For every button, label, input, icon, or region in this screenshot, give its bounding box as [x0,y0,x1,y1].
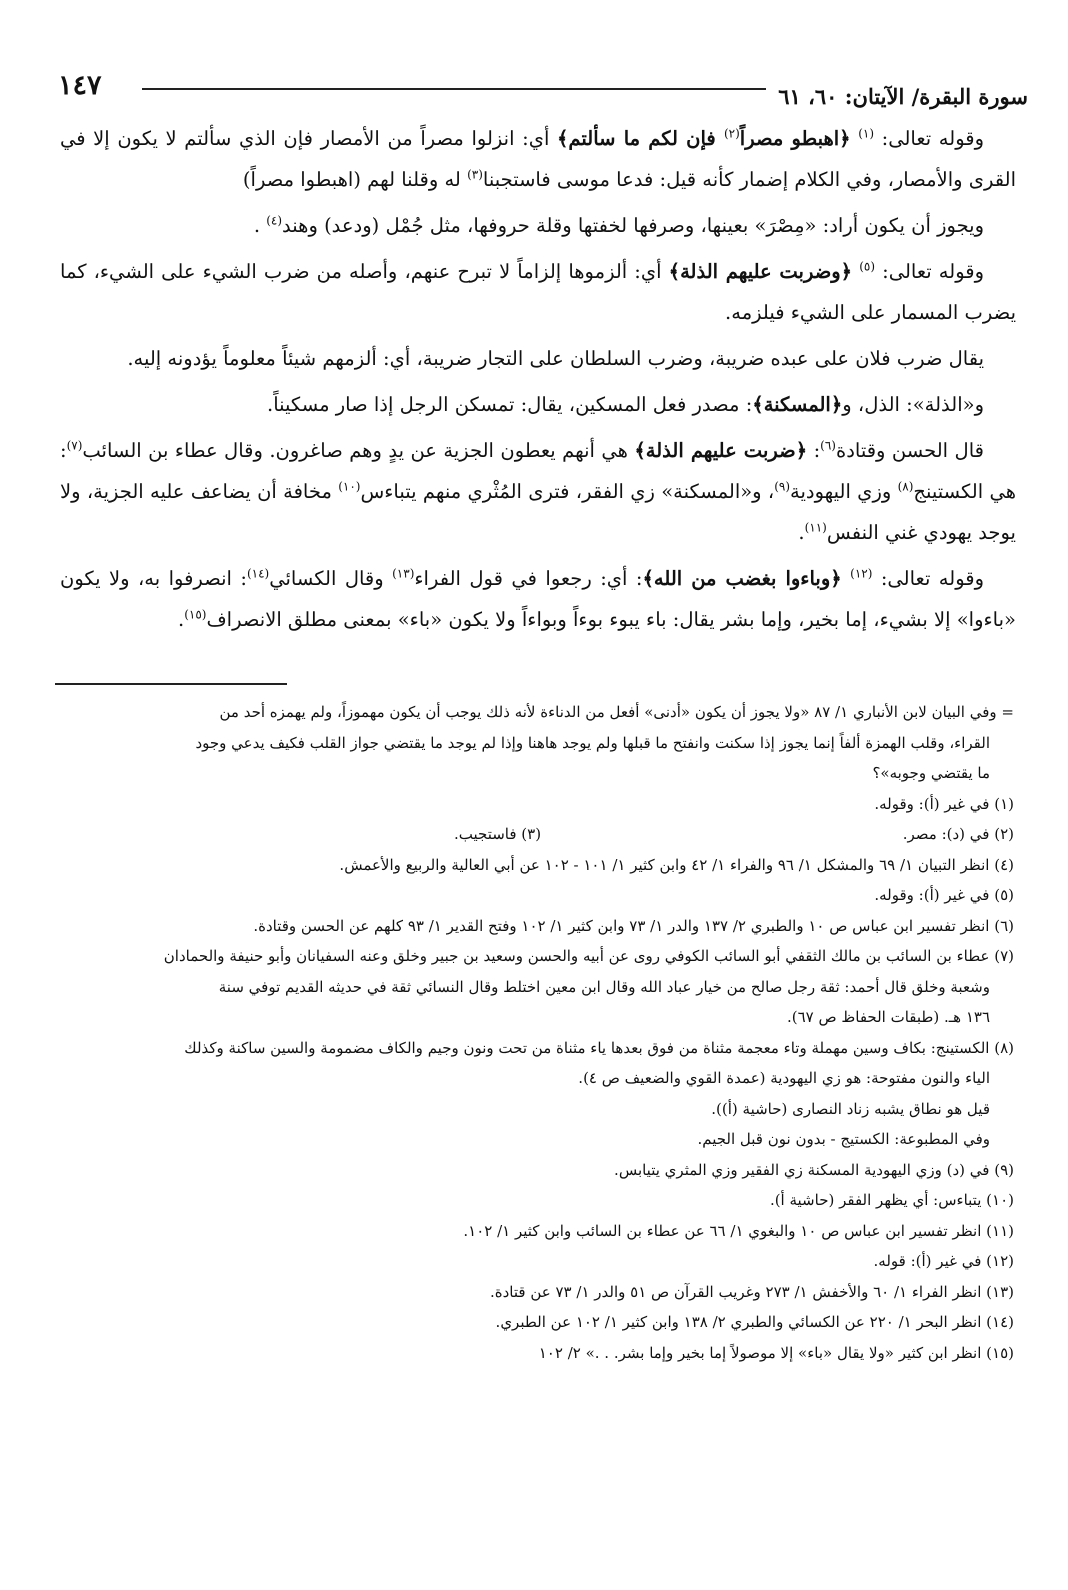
quran-quote: ﴿ضربت عليهم الذلة﴾ [634,439,808,462]
text-run [842,567,850,590]
text-run: : مصدر فعل المسكين، يقال: تمسكن الرجل إذا صار مسكيناً. [267,393,753,416]
footnote-13: (١٣) انظر الفراء ١/ ٦٠ والأخفش ١/ ٢٧٣ وغريب القرآن ص ٥١ والدر ١/ ٧٣ عن قتادة. [490,1282,1014,1301]
footnote-ref: (٥) [859,259,876,274]
text-run: : [807,439,821,462]
quran-quote: فإن لكم ما سألتم﴾ [557,127,724,150]
quran-quote: ﴿المسكنة﴾ [752,393,843,416]
footnote-ref: (٣) [467,167,483,182]
footnote-15: (١٥) انظر ابن كثير «ولا يقال «باء» إلا موصولاً إما بخير وإما بشر. . .» ٢/ ١٠٢ [538,1343,1014,1362]
footnote-1: (١) في غير (أ): وقوله. [874,794,1014,813]
text-run: أي: ألزموها إلزاماً لا تبرح عنهم، وأصله من ضرب الشيء على الشيء، كما يضرب المسمار على الشيء فيلزمه. [60,260,1016,324]
footnote-pair [54,819,1014,850]
footnotes [54,697,1014,1368]
text-run: هي أنهم يعطون الجزية عن يدٍ وهم صاغرون. وقال عطاء بن السائب [82,439,635,462]
text-run: : انصرفوا به، ولا يكون «باءوا» إلا بشيء، إما بخير، وإما بشر يقال: باء يبوء بوءاً وبواءاً ولا يكون «باء» بمعنى مطلق الانصراف [60,567,1016,631]
text-run: : أي: رجعوا في قول الفراء [414,567,643,590]
text-run: ، و«المسكنة» زي الفقر، فترى المُثْري منهم يتباءس [360,480,775,503]
text-run: أي: انزلوا مصراً من الأمصار فإن الذي سألتم لا يكون إلا في القرى والأمصار، وفي الكلام إضمار كأنه قيل: فدعا موسى فاستجبنا [60,127,1016,191]
footnote-10: (١٠) يتباءس: أي يظهر الفقر (حاشية أ). [769,1191,1014,1209]
footnote-ref: (٧) [66,438,83,453]
footnote-ref: (٨) [897,479,914,494]
text-run: مخافة أن يضاعف عليه الجزية، ولا يوجد يهودي غني النفس [60,480,1016,544]
footnote-separator [55,683,287,685]
footnote-5: (٥) في غير (أ): وقوله. [874,886,1014,904]
footnote-4: (٤) انظر التبيان ١/ ٦٩ والمشكل ١/ ٩٦ والفراء ١/ ٤٢ وابن كثير ١/ ١٠١ - ١٠٢ عن أبي العالية والربيع والأعمش. [339,855,1014,874]
text-run: ويجوز أن يكون أراد: «مِصْرَ» بعينها، وصرفها لخفتها وقلة حروفها، مثل جُمْل (ودعد) وهند [282,214,984,237]
footnote-ref: (٢) [723,126,740,141]
footnote-line: وشعبة وخلق قال أحمد: ثقة رجل صالح من خيار عباد الله وقال ابن معين اختلط وقال النسائي ثقة في حديثه القديم توفي سنة [218,977,990,996]
paragraph-1 [60,118,1016,200]
footnote-continuation [54,697,1014,789]
text-run: له وقلنا لهم (اهبطوا مصراً) [242,168,468,191]
footnote-line: الياء والنون مفتوحة: هو زي اليهودية (عمدة القوي والضعيف ص ٤). [578,1069,990,1087]
footnote-6: (٦) انظر تفسير ابن عباس ص ١٠ والطبري ٢/ ١٣٧ والدر ١/ ٧٣ وابن كثير ١/ ١٠٢ وفتح القدير ١/ ٩٣ كلهم عن الحسن وقتادة. [253,916,1014,935]
text-run: و«الذلة»: الذل، و [842,393,984,416]
footnote-ref: (١) [858,126,875,141]
page-header [58,70,1028,110]
text-run: . [253,214,267,237]
footnote-ref: (٩) [774,479,791,494]
footnote-ref: (٤) [266,213,283,228]
paragraph-2 [60,205,1016,246]
footnote-7 [54,941,1014,1033]
footnote-ref: (١٣) [392,566,415,581]
footnote-12: (١٢) في غير (أ): قوله. [873,1252,1014,1270]
text-run: يقال ضرب فلان على عبده ضريبة، وضرب السلطان على التجار ضريبة، أي: ألزمهم شيئاً معلوماً يؤدونه إليه. [127,347,984,370]
paragraph-7 [60,558,1016,640]
text-run: وقال الكسائي [269,567,393,590]
footnote-ref: (١٤) [246,566,270,581]
footnote-ref: (١٥) [184,607,207,622]
footnote-line: وفي المطبوعة: الكستيج - بدون نون قبل الجيم. [697,1130,990,1148]
quran-quote: ﴿وضربت عليهم الذلة﴾ [668,260,853,283]
footnote-line: (٨) الكستينج: بكاف وسين مهملة وتاء معجمة مثناة من فوق بعدها ياء مثناة من تحت ونون وجيم والكاف مضمومة والسين ساكنة وكذلك [184,1038,1014,1057]
page-number: ١٤٧ [58,70,102,101]
text-run: . [798,521,805,544]
footnote-line: = وفي البيان لابن الأنباري ١/ ٨٧ «ولا يجوز أن يكون «أدنى» أفعل من الدناءة لأنه ذلك يوجب أن يكون مهموزاً، ولم يهمزه أحد من [219,703,1014,721]
text-run: قال الحسن وقتادة [835,439,984,462]
text-run: وقوله تعالى: [875,260,985,283]
paragraph-5 [60,384,1016,425]
text-run: : هي الكستينج [60,439,1016,503]
footnote-ref: (٦) [820,438,836,453]
paragraph-3 [60,251,1016,333]
footnote-line: ما يقتضي وجوبه»؟ [872,764,990,782]
text-run: . [178,608,185,631]
text-run: وقوله تعالى: [872,567,985,590]
footnote-line: قيل هو نطاق يشبه زناد النصارى (حاشية (أ)). [711,1099,990,1118]
footnote-ref: (١٠) [338,479,361,494]
quran-quote: ﴿اهبطو مصراً [739,127,851,150]
footnote-3: (٣) فاستجيب. [454,825,542,843]
footnote-2: (٢) في (د): مصر. [902,825,1014,843]
footnote-9: (٩) في (د) وزي اليهودية المسكنة زي الفقير وزي المثري يتيابس. [614,1160,1014,1179]
main-text [60,118,1016,645]
footnote-11: (١١) انظر تفسير ابن عباس ص ١٠ والبغوي ١/ ٦٦ عن عطاء بن السائب وابن كثير ١/ ١٠٢. [463,1221,1014,1240]
footnote-line: القراء، وقلب الهمزة ألفاً إنما يجوز إذا سكنت وانفتح ما قبلها ولم يوجد هاهنا وإذا لم يوجد ما يقتضي جواز القلب فكيف يدعي وجود [195,733,990,752]
footnote-line: (٧) عطاء بن السائب بن مالك الثقفي أبو السائب الكوفي روى عن أبيه والحسن وسعيد بن جبير وخلق وعنه السفيانان وأبو حنيفة والحمادان [163,947,1014,965]
footnote-ref: (١٢) [850,566,873,581]
text-run: وزي اليهودية [790,480,898,503]
paragraph-6 [60,430,1016,553]
footnote-8 [54,1033,1014,1155]
paragraph-4 [60,338,1016,379]
surah-title: سورة البقرة/ الآيتان: ٦٠، ٦١ [778,84,1028,109]
footnote-14: (١٤) انظر البحر ١/ ٢٢٠ عن الكسائي والطبري ٢/ ١٣٨ وابن كثير ١/ ١٠٢ عن الطبري. [495,1313,1014,1331]
footnote-ref: (١١) [804,520,827,535]
text-run: وقوله تعالى: [874,127,985,150]
quran-quote: ﴿وباءوا بغضب من الله﴾ [642,567,842,590]
header-rule [142,88,766,90]
footnote-line: ١٣٦ هـ. (طبقات الحفاظ ص ٦٧). [786,1008,990,1026]
